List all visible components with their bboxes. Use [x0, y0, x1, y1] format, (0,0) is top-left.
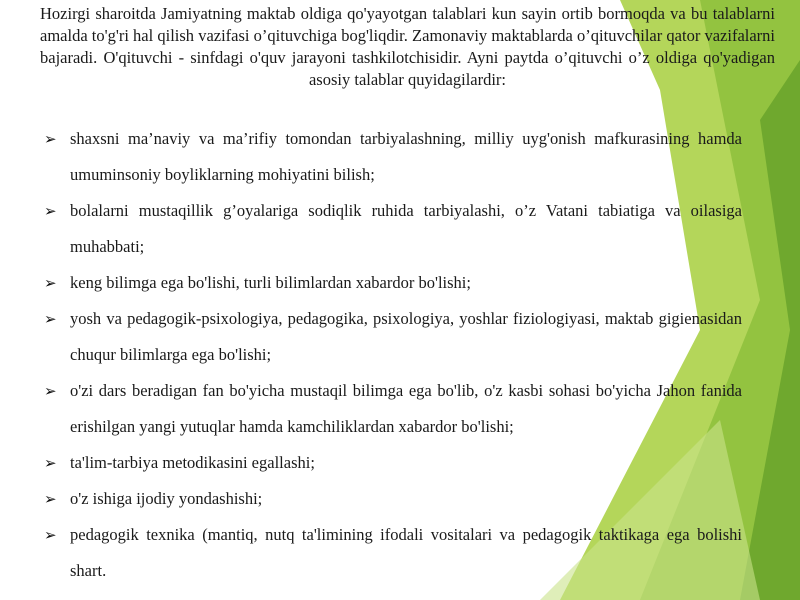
arrowhead-bullet-icon: ➢	[44, 490, 57, 508]
list-item	[42, 445, 742, 481]
list-item-text: o'zi dars beradigan fan bo'yicha mustaqil bilimga ega bo'lib, o'z kasbi sohasi bo'yicha Jahon fanida erishilgan yangi yutuqlar hamda kamchiliklardan xabardor bo'lishi;	[70, 381, 742, 436]
requirements-list	[42, 121, 742, 589]
list-item	[42, 481, 742, 517]
list-item-text: pedagogik texnika (mantiq, nutq ta'limining ifodali vositalari va pedagogik taktikaga ega bolishi shart.	[70, 525, 742, 580]
list-item-text: ta'lim-tarbiya metodikasini egallashi;	[70, 453, 315, 472]
arrowhead-bullet-icon: ➢	[44, 382, 57, 400]
arrowhead-bullet-icon: ➢	[44, 202, 57, 220]
list-item-text: keng bilimga ega bo'lishi, turli bilimlardan xabardor bo'lishi;	[70, 273, 471, 292]
list-item-text: shaxsni ma’naviy va ma’rifiy tomondan tarbiyalashning, milliy uyg'onish mafkurasining hamda umuminsoniy boyliklarning mohiyatini bilish;	[70, 129, 742, 184]
list-item	[42, 373, 742, 445]
arrowhead-bullet-icon: ➢	[44, 526, 57, 544]
list-item-text: yosh va pedagogik-psixologiya, pedagogika, psixologiya, yoshlar fiziologiyasi, maktab gigienasidan chuqur bilimlarga ega bo'lishi;	[70, 309, 742, 364]
list-item	[42, 517, 742, 589]
arrowhead-bullet-icon: ➢	[44, 130, 57, 148]
list-item-text: o'z ishiga ijodiy yondashishi;	[70, 489, 263, 508]
arrowhead-bullet-icon: ➢	[44, 310, 57, 328]
arrowhead-bullet-icon: ➢	[44, 274, 57, 292]
list-item	[42, 193, 742, 265]
list-item	[42, 301, 742, 373]
intro-paragraph: Hozirgi sharoitda Jamiyatning maktab oldiga qo'yayotgan talablari kun sayin ortib bormoqda va bu talablarni amalda to'g'ri hal qilish vazifasi o’qituvchiga bog'liqdir. Zamonaviy maktablarda o’qituvchilar qator vazifalarni bajaradi. O'qituvchi - sinfdagi o'quv jarayoni tashkilotchisidir. Ayni paytda o’qituvchi o’z oldiga qo'yadigan asosiy talablar quyidagilardir:	[40, 4, 775, 89]
arrowhead-bullet-icon: ➢	[44, 454, 57, 472]
list-item	[42, 121, 742, 193]
list-item-text: bolalarni mustaqillik g’oyalariga sodiqlik ruhida tarbiyalashi, o’z Vatani tabiatiga va oilasiga muhabbati;	[70, 201, 742, 256]
list-item	[42, 265, 742, 301]
